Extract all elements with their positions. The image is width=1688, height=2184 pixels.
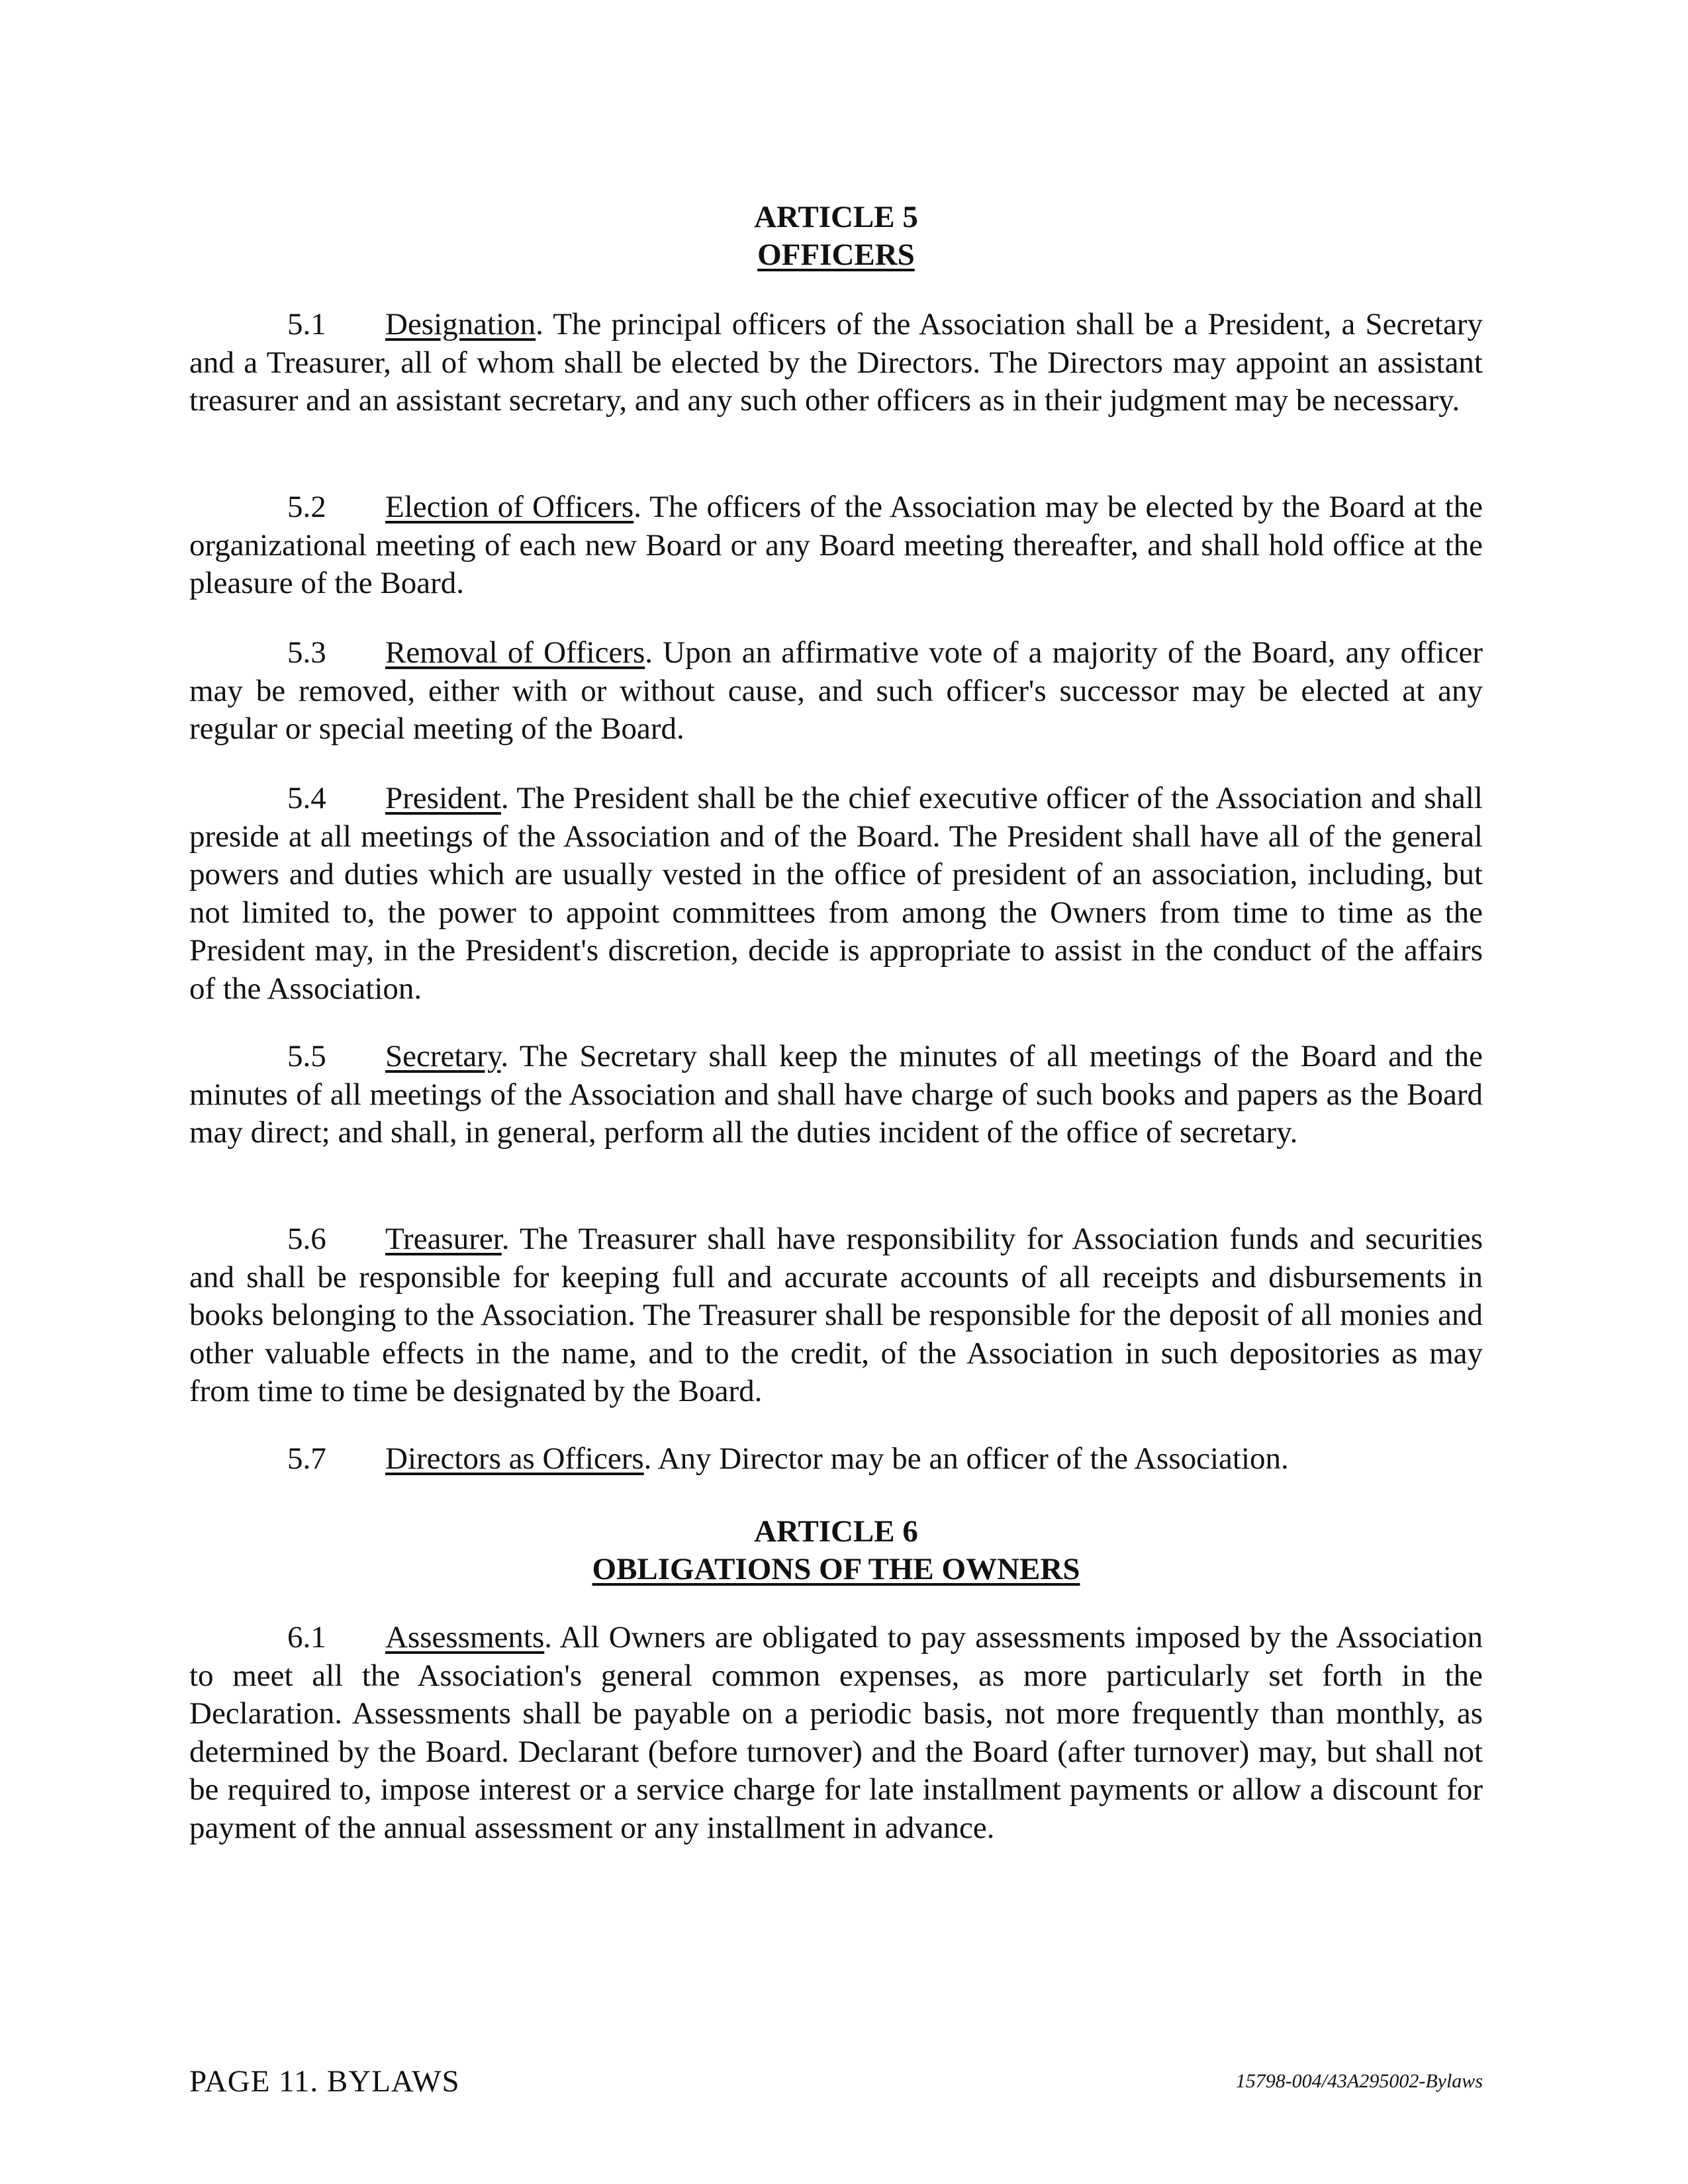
section-number: 5.5 — [287, 1039, 326, 1073]
section-number: 5.2 — [287, 490, 326, 524]
section-5-4 — [189, 780, 1483, 1008]
section-5-5 — [189, 1038, 1483, 1152]
section-caption: Assessments — [385, 1620, 545, 1655]
section-text: . All Owners are obligated to pay assessments imposed by the Association to meet all the Association's general common expenses, as more particularly set forth in the Declaration. Assessments shall be payable on a periodic basis, not more frequently than monthly, as determined by the Board. Declarant (before turnover) and the Board (after turnover) may, but shall not be required to, impose interest or a service charge for late installment payments or allow a discount for payment of the annual assessment or any installment in advance. — [189, 1620, 1483, 1845]
section-number: 5.1 — [287, 307, 326, 341]
section-caption: Secretary — [385, 1039, 501, 1073]
section-5-3 — [189, 634, 1483, 749]
document-id: 15798-004/43A295002-Bylaws — [1235, 2070, 1483, 2092]
section-text: . The Secretary shall keep the minutes of all meetings of the Board and the minutes of all meetings of the Association and shall have charge of such books and papers as the Board may direct; and shall, in general, perform all the duties incident of the office of secretary. — [189, 1039, 1483, 1150]
section-text: . The Treasurer shall have responsibility for Association funds and securities and shall be responsible for keeping full and accurate accounts of all receipts and disbursements in books belonging to the Association. The Treasurer shall be responsible for the deposit of all monies and other valuable effects in the name, and to the credit, of the Association in such depositories as may from time to time be designated by the Board. — [189, 1222, 1483, 1408]
section-number: 5.3 — [287, 635, 326, 670]
article-6-label: ARTICLE 6 — [754, 1514, 918, 1549]
section-caption: Directors as Officers — [385, 1441, 644, 1476]
article-5-heading — [189, 199, 1483, 274]
section-text: . The President shall be the chief executive officer of the Association and shall preside at all meetings of the Association and of the Board. The President shall have all of the general powers and duties which are usually vested in the office of president of an association, including, but not limited to, the power to appoint committees from among the Owners from time to time as the President may, in the President's discretion, decide is appropriate to assist in the conduct of the affairs of the Association. — [189, 781, 1483, 1006]
page-footer-label: PAGE 11. BYLAWS — [189, 2064, 460, 2099]
section-number: 5.7 — [287, 1441, 326, 1476]
article-5-title: OFFICERS — [757, 238, 915, 272]
section-number: 5.4 — [287, 781, 326, 815]
section-5-6 — [189, 1220, 1483, 1411]
section-text: . The officers of the Association may be elected by the Board at the organizational meeting of each new Board or any Board meeting thereafter, and shall hold office at the pleasure of the Board. — [189, 490, 1483, 600]
section-5-7 — [189, 1440, 1483, 1479]
section-5-2 — [189, 488, 1483, 603]
section-text: . The principal officers of the Association shall be a President, a Secretary and a Treasurer, all of whom shall be elected by the Directors. The Directors may appoint an assistant treasurer and an assistant secretary, and any such other officers as in their judgment may be necessary. — [189, 307, 1483, 418]
section-number: 5.6 — [287, 1222, 326, 1256]
section-text: . Any Director may be an officer of the Association. — [643, 1441, 1289, 1476]
article-6-title: OBLIGATIONS OF THE OWNERS — [592, 1552, 1080, 1586]
section-caption: Removal of Officers — [385, 635, 645, 670]
section-6-1 — [189, 1619, 1483, 1847]
section-caption: Treasurer — [385, 1222, 502, 1256]
section-5-1 — [189, 306, 1483, 420]
section-caption: Designation — [385, 307, 536, 341]
article-6-heading — [189, 1513, 1483, 1588]
section-caption: President — [385, 781, 501, 815]
section-text: . Upon an affirmative vote of a majority of the Board, any officer may be removed, either with or without cause, and such officer's successor may be elected at any regular or special meeting of the Board. — [189, 635, 1483, 746]
article-5-label: ARTICLE 5 — [754, 200, 918, 234]
section-number: 6.1 — [287, 1620, 326, 1655]
section-caption: Election of Officers — [385, 490, 634, 524]
